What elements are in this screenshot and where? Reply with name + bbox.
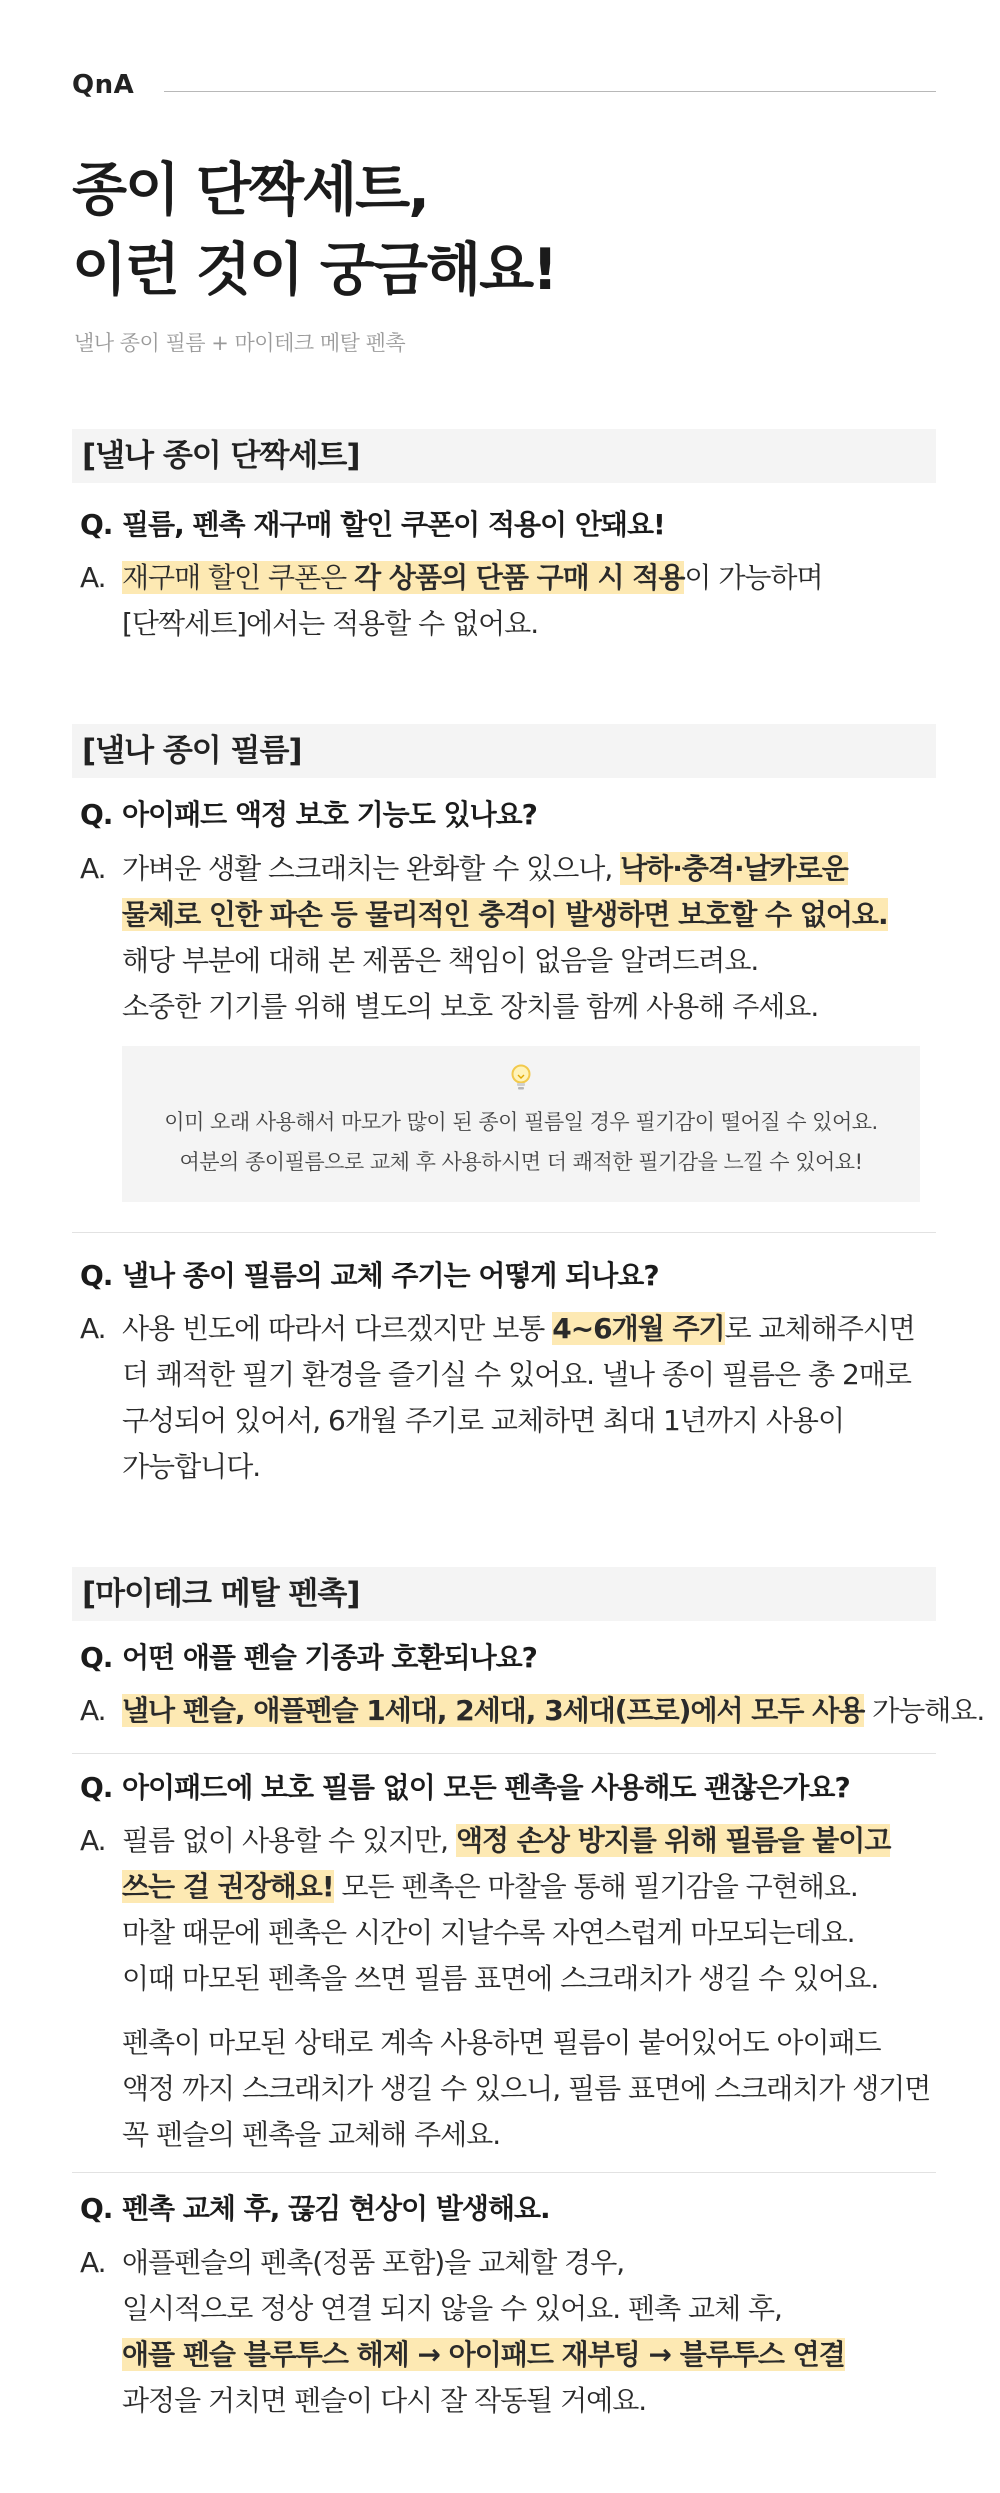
tip-box — [122, 1046, 920, 1202]
divider — [72, 2172, 936, 2173]
answer-mark: A. — [80, 852, 106, 885]
answer-mark: A. — [80, 1312, 106, 1345]
question-text: 아이패드에 보호 필름 없이 모든 펜촉을 사용해도 괜찮은가요? — [122, 1771, 850, 1804]
qna-header — [72, 70, 936, 110]
lightbulb-icon — [510, 1064, 532, 1094]
divider — [72, 1232, 936, 1233]
question-text: 낼나 종이 필름의 교체 주기는 어떻게 되나요? — [122, 1259, 659, 1292]
answer-mark: A. — [80, 2246, 106, 2279]
qna-label: QnA — [72, 70, 135, 100]
question-text: 어떤 애플 펜슬 기종과 호환되나요? — [122, 1641, 537, 1674]
tip-line-1: 이미 오래 사용해서 마모가 많이 된 종이 필름일 경우 필기감이 떨어질 수 있어요. — [164, 1110, 878, 1134]
question-text: 아이패드 액정 보호 기능도 있나요? — [122, 798, 537, 831]
page-subtitle: 낼나 종이 필름 + 마이테크 메탈 펜촉 — [74, 331, 406, 355]
section-heading-nib: [마이테크 메탈 펜촉] — [72, 1567, 936, 1621]
answer-highlight: 낼나 펜슬, 애플펜슬 1세대, 2세대, 3세대(프로)에서 모두 사용 — [122, 1694, 865, 1727]
question-mark: Q. — [80, 1259, 113, 1292]
qna-page: QnA 종이 단짝세트, 이런 것이 궁금해요! 낼나 종이 필름 + 마이테크 메탈 펜촉 [낼나 종이 단짝세트] Q. 필름, 펜촉 재구매 할인 쿠폰이 적용이 안돼요! A. 재구매 할인 쿠폰은 각 상품의 단품 구매 시 적용이 가능하며 [단짝세트]에서는 적용할 수 없어요. [낼나 종이 필름] Q. 아이패드 액정 보호 기능도 있나요? A. 가벼운 생활 스크래치는 완화할 수 있으나, 낙하·충격·날카로운 물체로 인한 파손 등 물리적인 충격이 발생하면 보호할 수 없어요. 해당 부분에 대해 본 제품은 책임이 없음을 알려드려요. 소중한 기기를 위해 별도의 보호 장치를 함께 사용해 주세요. 이미 오래 사용해서 마모가 많이 된 종이 필름일 경우 필기감이 떨어질 수 있어요. 여분의 종이필름으로 교체 후 사용하시면 더 쾌적한 필기감을 느낄 수 있어요! Q. 낼나 종이 필름의 교체 주기는 어떻게 되나요? A. 사용 빈도에 따라서 다르겠지만 보통 4~6개월 주기로 교체해주시면 더 쾌적한 필기 환경을 즐기실 수 있어요. 낼나 종이 필름은 총 2매로 구성되어 있어서, 6개월 주기로 교체하면 최대 1년까지 사용이 가능합니다. [마이테크 메탈 펜촉] Q. 어떤 애플 펜슬 기종과 호환되나요? A. 낼나 펜슬, 애플펜슬 1세대, 2세대, 3세대(프로)에서 모두 사용 가능해요. Q. 아이패드에 보호 필름 없이 모든 펜촉을 사용해도 괜찮은가요? A. 필름 없이 사용할 수 있지만, 액정 손상 방지를 위해 필름을 붙이고 쓰는 걸 권장해요! 모든 펜촉은 마찰을 통해 필기감을 구현해요. 마찰 때문에 펜촉은 시간이 지날수록 자연스럽게 마모되는데요. 이때 마모된 펜촉을 쓰면 필름 표면에 스크래치가 생길 수 있어요. 펜촉이 마모된 상태로 계속 사용하면 필름이 붙어있어도 아이패드 액정 까지 스크래치가 생길 수 있으니, 필름 표면에 스크래치가 생기면 꼭 펜슬의 펜촉을 교체해 주세요. Q. 펜촉 교체 후, 끊김 현상이 발생해요. A. 애플펜슬의 펜촉(정품 포함)을 교체할 경우, 일시적으로 정상 연결 되지 않을 수 있어요. 펜촉 교체 후, 애플 펜슬 블루투스 해제 → 아이패드 재부팅 → 블루투스 연결 과정을 거치면 펜슬이 다시 잘 작동될 거예요. — [72, 70, 985, 2417]
page-title-line-2: 이런 것이 궁금해요! — [72, 237, 557, 303]
question-text: 펜촉 교체 후, 끊김 현상이 발생해요. — [122, 2192, 550, 2225]
answer-highlight: 액정 손상 방지를 위해 필름을 붙이고 — [455, 1824, 891, 1857]
question-mark: Q. — [80, 798, 113, 831]
answer-highlight: 4~6개월 주기 — [552, 1312, 725, 1345]
answer-highlight: 낙하·충격·날카로운 — [620, 852, 848, 885]
answer-mark: A. — [80, 1694, 106, 1727]
header-rule — [164, 91, 936, 92]
page-title-line-1: 종이 단짝세트, — [72, 157, 428, 223]
question-mark: Q. — [80, 2192, 113, 2225]
answer-mark: A. — [80, 1824, 106, 1857]
page-title — [72, 150, 556, 310]
answer-highlight: 애플 펜슬 블루투스 해제 → 아이패드 재부팅 → 블루투스 연결 — [122, 2338, 845, 2371]
answer-highlight: 물체로 인한 파손 등 물리적인 충격이 발생하면 보호할 수 없어요. — [122, 898, 888, 931]
answer-highlight: 쓰는 걸 권장해요! — [122, 1870, 334, 1903]
section-heading-film: [낼나 종이 필름] — [72, 724, 936, 778]
question-mark: Q. — [80, 1771, 113, 1804]
answer-mark: A. — [80, 561, 106, 594]
question-text: 필름, 펜촉 재구매 할인 쿠폰이 적용이 안돼요! — [122, 508, 665, 541]
divider — [72, 1753, 936, 1754]
question-mark: Q. — [80, 508, 113, 541]
answer-highlight: 재구매 할인 쿠폰은 각 상품의 단품 구매 시 적용 — [122, 561, 685, 594]
section-heading-set: [낼나 종이 단짝세트] — [72, 429, 936, 483]
question-mark: Q. — [80, 1641, 113, 1674]
tip-line-2: 여분의 종이필름으로 교체 후 사용하시면 더 쾌적한 필기감을 느낄 수 있어요! — [179, 1150, 863, 1174]
